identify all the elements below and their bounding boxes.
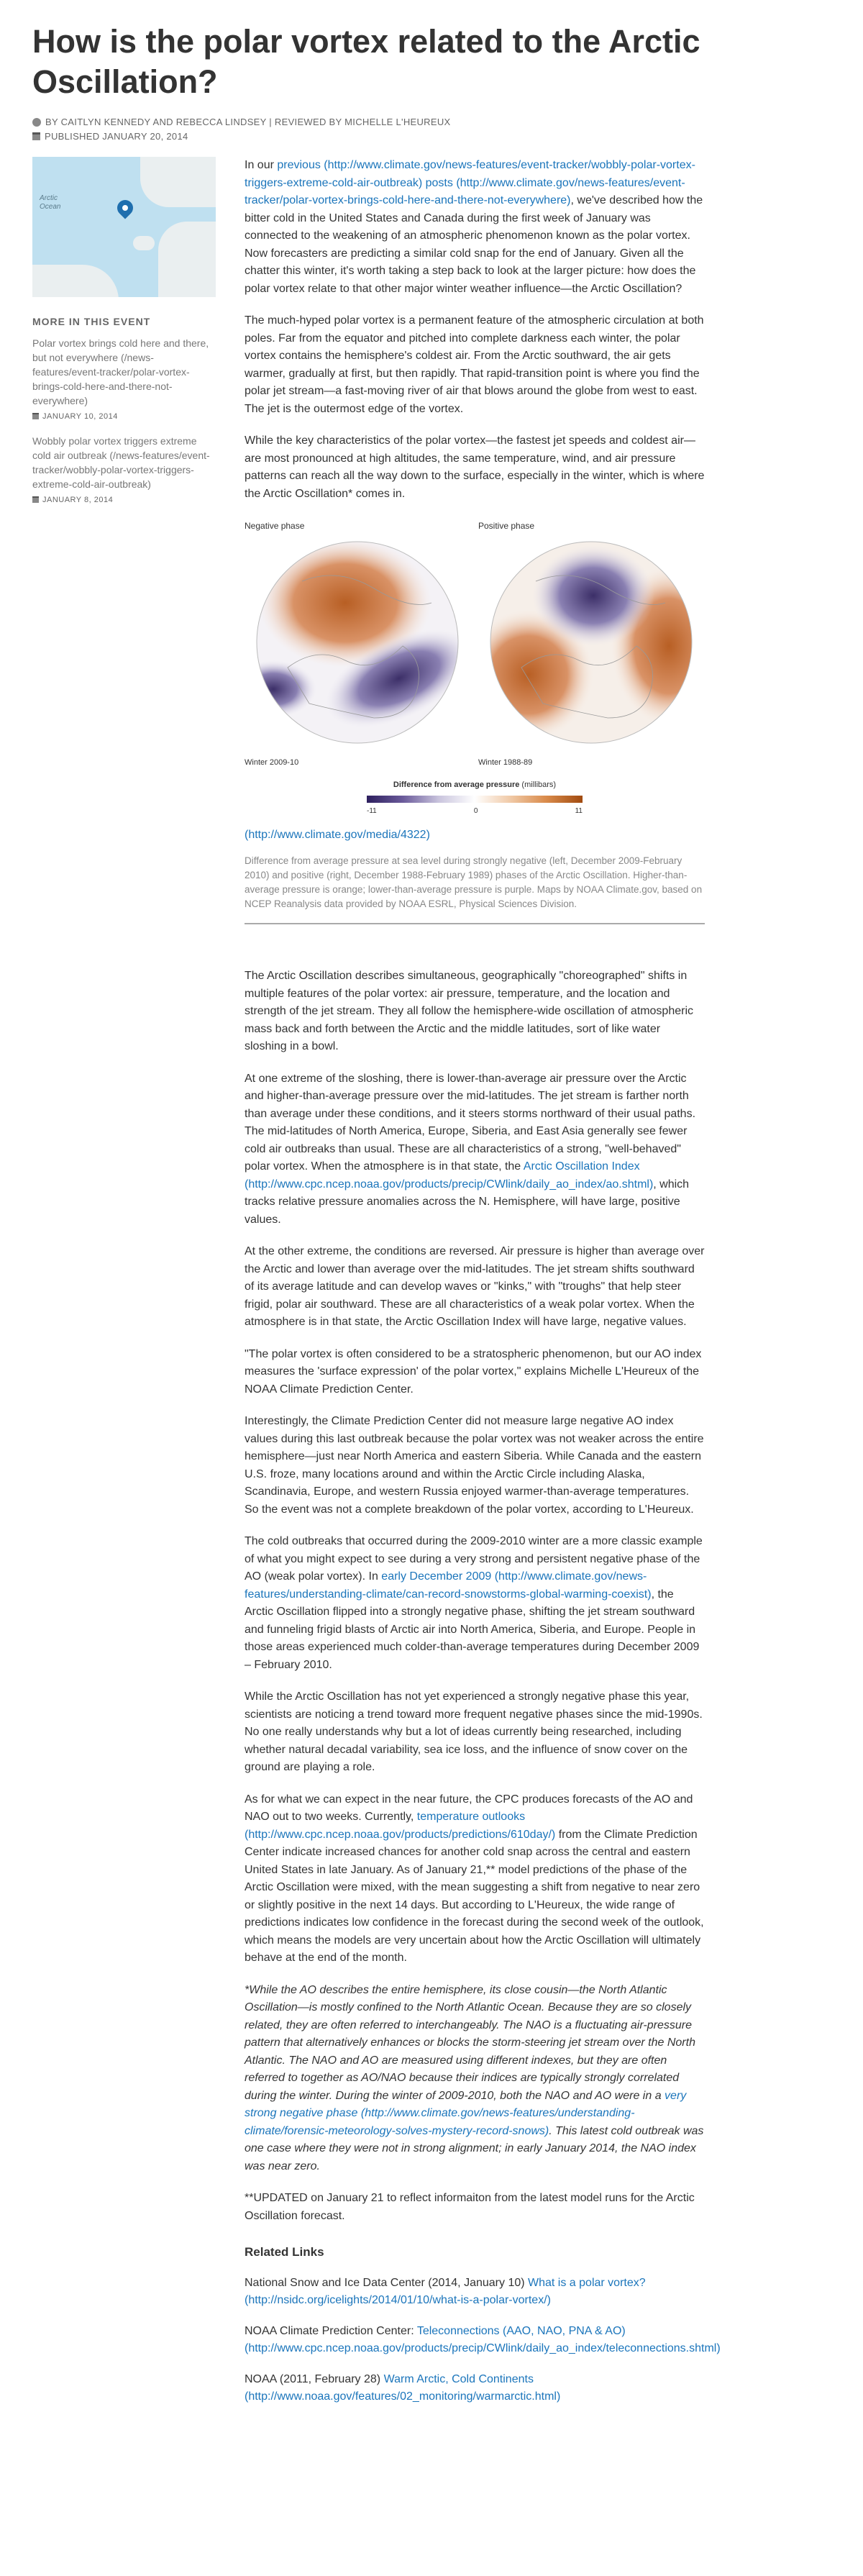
paragraph: At one extreme of the sloshing, there is lower-than-average air pressure over the Arctic and higher-than-average pressure over the mid-latitudes. The jet stream is farther north than average under these conditions, and it steers storms northward of their usual paths. The mid-latitudes of North America, Europe, Siberia, and East Asia generally see fewer cold air outbreaks than usual. These are all characteristics of a strong, "well-behaved" polar vortex. When the atmosphere is in that state, the Arctic Oscillation Index (http://www.cpc.ncep.noaa.gov/products/precip/CWlink/daily_ao_index/ao.shtml), which tracks relative pressure anomalies across the N. Hemisphere, will have large, positive values.: [245, 1072, 696, 1226]
december-2009-link[interactable]: early December 2009 (http://www.climate.gov/news-features/understanding-climate/can-record-snowstorms-global-warming-coexist): [245, 1570, 652, 1601]
sidebar-item-text[interactable]: Wobbly polar vortex triggers extreme cold air outbreak (/news-features/event-tracker/wobbly-polar-vortex-triggers-extreme-cold-air-outbreak): [32, 435, 210, 490]
calendar-icon: [32, 132, 40, 140]
paragraph: As for what we can expect in the near future, the CPC produces forecasts of the AO and NAO out to two weeks. Currently, temperature outlooks (http://www.cpc.ncep.noaa.gov/products/predictions/610day/) from the Climate Prediction Center indicate increased chances for another cold snap across the central and eastern United States in late January. As of January 21,** model predictions of the phase of the Arctic Oscillation were mixed, with the mean suggesting a shift from negative to near zero or slightly positive in the next 14 days. But according to L'Heureux, the wide range of predictions indicates low confidence in the forecast during the second week of the outlook, which means the models are very uncertain about how the Arctic Oscillation will ultimately behave at the end of the month.: [245, 1793, 704, 1964]
media-link[interactable]: (http://www.climate.gov/media/4322): [245, 828, 430, 841]
previous-posts-link[interactable]: previous (http://www.climate.gov/news-features/event-tracker/wobbly-polar-vortex-triggers-extreme-cold-air-outbreak) posts (http://www.climate.gov/news-features/event-tracker/polar-vortex-brings-cold-here-and-there-not-everywhere): [245, 159, 695, 206]
sidebar: [32, 157, 216, 2419]
paragraph: The much-hyped polar vortex is a permanent feature of the atmospheric circulation at both poles. Far from the equator and pitched into complete darkness each winter, the polar vortex contains the hemisphere's coldest air. From the Arctic southward, the air gets warmer, gradually at first, but then rapidly. That rapid-transition point is where you find the polar jet stream—a fast-moving river of air that blows around the globe from west to east. The jet is the outermost edge of the vortex.: [245, 314, 704, 415]
related-link[interactable]: Warm Arctic, Cold Continents (http://www.noaa.gov/features/02_monitoring/warmarctic.html): [245, 2372, 561, 2403]
positive-phase-map[interactable]: [478, 538, 705, 747]
byline-reviewed: REVIEWED BY MICHELLE L'HEUREUX: [274, 117, 451, 127]
legend-tick: -11: [367, 807, 377, 815]
panel-label: Negative phase: [245, 521, 305, 531]
location-map[interactable]: [32, 157, 216, 297]
sidebar-item[interactable]: [32, 336, 216, 424]
paragraph: "The polar vortex is often considered to be a stratospheric phenomenon, but our AO index measures the 'surface expression' of the polar vortex," explains Michelle L'Heureux of the NOAA Climate Prediction Center.: [245, 1347, 702, 1396]
legend-title: Difference from average pressure: [393, 780, 520, 789]
person-icon: [32, 118, 41, 127]
page-title: How is the polar vortex related to the Arctic Oscillation?: [32, 23, 700, 100]
sidebar-item-date: JANUARY 10, 2014: [32, 409, 216, 424]
update-note: **UPDATED on January 21 to reflect informaiton from the latest model runs for the Arctic Oscillation forecast.: [245, 2192, 695, 2222]
map-land: [158, 222, 216, 297]
figure: [245, 517, 705, 911]
negative-phase-map[interactable]: [245, 538, 471, 747]
paragraph: While the Arctic Oscillation has not yet experienced a strongly negative phase this year, scientists are noticing a trend toward more frequent negative phases since the mid-1990s. No one really understands why but a lot of ideas currently being researched, including whether natural decadal variability, sea ice loss, and the influence of snow cover on the ground are playing a role.: [245, 1690, 703, 1773]
map-land: [140, 157, 216, 207]
panel-label: Positive phase: [478, 521, 535, 531]
byline: [32, 115, 831, 144]
map-land: [32, 265, 119, 297]
ao-index-link[interactable]: Arctic Oscillation Index (http://www.cpc.ncep.noaa.gov/products/precip/CWlink/daily_ao_index/ao.shtml): [245, 1160, 654, 1191]
paragraph: Interestingly, the Climate Prediction Center did not measure large negative AO index values during this last outbreak because the polar vortex was not weaker across the entire hemisphere—just near North America and eastern Siberia. While Canada and the eastern U.S. froze, many locations around and within the Arctic Circle including Alaska, Scandinavia, Europe, and western Russia enjoyed warmer-than-average temperatures. So the event was not a complete breakdown of the polar vortex, according to L'Heureux.: [245, 1415, 704, 1516]
related-heading: Related Links: [245, 2245, 324, 2259]
legend-tick: 0: [473, 807, 478, 815]
negative-phase-panel: [245, 517, 471, 772]
map-label: Arctic Ocean: [40, 194, 61, 211]
related-links: [245, 2244, 721, 2406]
legend-unit: (millibars): [521, 780, 557, 789]
paragraph: The Arctic Oscillation describes simultaneous, geographically "choreographed" shifts in multiple features of the polar vortex: air pressure, temperature, and the location and strength of the jet stream. They all follow the hemisphere-wide oscillation of atmospheric mass back and forth between the Arctic and the middle latitudes, sort of like water sloshing in a bowl.: [245, 970, 694, 1052]
paragraph: The cold outbreaks that occurred during the 2009-2010 winter are a more classic example of what you might expect to see during a very strong and persistent negative phase of the AO (weak polar vortex). In early December 2009 (http://www.climate.gov/news-features/understanding-climate/can-record-snowstorms-global-warming-coexist), the Arctic Oscillation flipped into a strongly negative phase, shifting the jet stream southward and funneling frigid blasts of Arctic air into North America, Siberia, and Europe. People in those areas experienced much colder-than-average temperatures during December 2009 – February 2010.: [245, 1535, 703, 1671]
footnote: *While the AO describes the entire hemisphere, its close cousin—the North Atlantic Oscillation—is mostly confined to the North Atlantic Ocean. Because they are so closely related, they are often referred to interchangeably. The NAO is a fluctuating air-pressure pattern that alternatively enhances or blocks the storm-steering jet stream over the North Atlantic. The NAO and AO are measured using different indexes, but they are often referred to together as AO/NAO because their indices are typically strongly correlated during the winter. During the winter of 2009-2010, both the NAO and AO were in a very strong negative phase (http://www.climate.gov/news-features/understanding-climate/forensic-meteorology-solves-mystery-record-snows). This latest cold outbreak was one case where they were not in strong alignment; in early January 2014, the NAO index was near zero.: [245, 1983, 704, 2172]
related-item: National Snow and Ice Data Center (2014, January 10) What is a polar vortex? (http://nsidc.org/icelights/2014/01/10/what-is-a-polar-vortex/): [245, 2276, 646, 2306]
related-item: NOAA Climate Prediction Center: Teleconnections (AAO, NAO, PNA & AO) (http://www.cpc.ncep.noaa.gov/products/precip/CWlink/daily_ao_index/teleconnections.shtml): [245, 2324, 721, 2354]
figure-caption: Difference from average pressure at sea level during strongly negative (left, December 2009-February 2010) and positive (right, December 1988-February 1989) phases of the Arctic Oscillation. Higher-than-average pressure is orange; lower-than-average pressure is purple. Maps by NOAA Climate.gov, based on NCEP Reanalysis data provided by NOAA ESRL, Physical Sciences Division.: [245, 855, 703, 909]
related-item: NOAA (2011, February 28) Warm Arctic, Cold Continents (http://www.noaa.gov/features/02_monitoring/warmarctic.html): [245, 2372, 561, 2403]
color-legend: [245, 776, 705, 821]
panel-year: Winter 1988-89: [478, 758, 533, 767]
legend-colorbar: [367, 796, 583, 803]
map-pin-icon[interactable]: [114, 196, 136, 219]
paragraph: While the key characteristics of the polar vortex—the fastest jet speeds and coldest air—are most pronounced at high altitudes, the same temperature, wind, and air pressure patterns can reach all the way down to the surface, especially in the winter, which is where the Arctic Oscillation* comes in.: [245, 434, 705, 500]
paragraph: At the other extreme, the conditions are reversed. Air pressure is higher than average over the Arctic and lower than average over the mid-latitudes. The jet stream shifts southward of its average latitude and can develop waves or "kinks," with "troughs" that help steer frigid, polar air southward. These are all characteristics of a weak polar vortex. When the atmosphere is in that state, the Arctic Oscillation Index will have large, negative values.: [245, 1245, 705, 1328]
sidebar-item-text[interactable]: Polar vortex brings cold here and there, but not everywhere (/news-features/event-tracker/polar-vortex-brings-cold-here-and-there-not-everywhere): [32, 337, 209, 406]
sidebar-item[interactable]: [32, 434, 216, 507]
byline-published: PUBLISHED JANUARY 20, 2014: [45, 131, 188, 142]
negative-phase-link[interactable]: very strong negative phase (http://www.climate.gov/news-features/understanding-climate/forensic-meteorology-solves-mystery-record-snows): [245, 2089, 687, 2137]
related-link[interactable]: What is a polar vortex? (http://nsidc.org/icelights/2014/01/10/what-is-a-polar-vortex/): [245, 2276, 646, 2306]
temperature-outlooks-link[interactable]: temperature outlooks (http://www.cpc.ncep.noaa.gov/products/predictions/610day/): [245, 1811, 556, 1841]
legend-tick: 11: [575, 807, 583, 815]
divider: [245, 923, 705, 924]
positive-phase-panel: [478, 517, 705, 772]
sidebar-item-date: JANUARY 8, 2014: [32, 493, 216, 507]
panel-year: Winter 2009-10: [245, 758, 299, 767]
article-body: [245, 157, 721, 2419]
related-link[interactable]: Teleconnections (AAO, NAO, PNA & AO) (http://www.cpc.ncep.noaa.gov/products/precip/CWlink/daily_ao_index/teleconnections.shtml): [245, 2324, 721, 2354]
paragraph: In our previous (http://www.climate.gov/news-features/event-tracker/wobbly-polar-vortex-triggers-extreme-cold-air-outbreak) posts (http://www.climate.gov/news-features/event-tracker/polar-vortex-brings-cold-here-and-there-not-everywhere), we've described how the bitter cold in the United States and Canada during the first week of January was connected to the weakening of an atmospheric phenomenon known as the polar vortex. Now forecasters are predicting a similar cold snap for the end of January. Given all the chatter this winter, it's worth taking a step back to look at the larger picture: how does the polar vortex relate to that other major winter weather influence—the Arctic Oscillation?: [245, 159, 703, 295]
map-land: [133, 236, 155, 250]
byline-authors: BY CAITLYN KENNEDY AND REBECCA LINDSEY: [45, 117, 267, 127]
byline-separator: |: [269, 117, 272, 127]
sidebar-heading: MORE IN THIS EVENT: [32, 316, 151, 327]
